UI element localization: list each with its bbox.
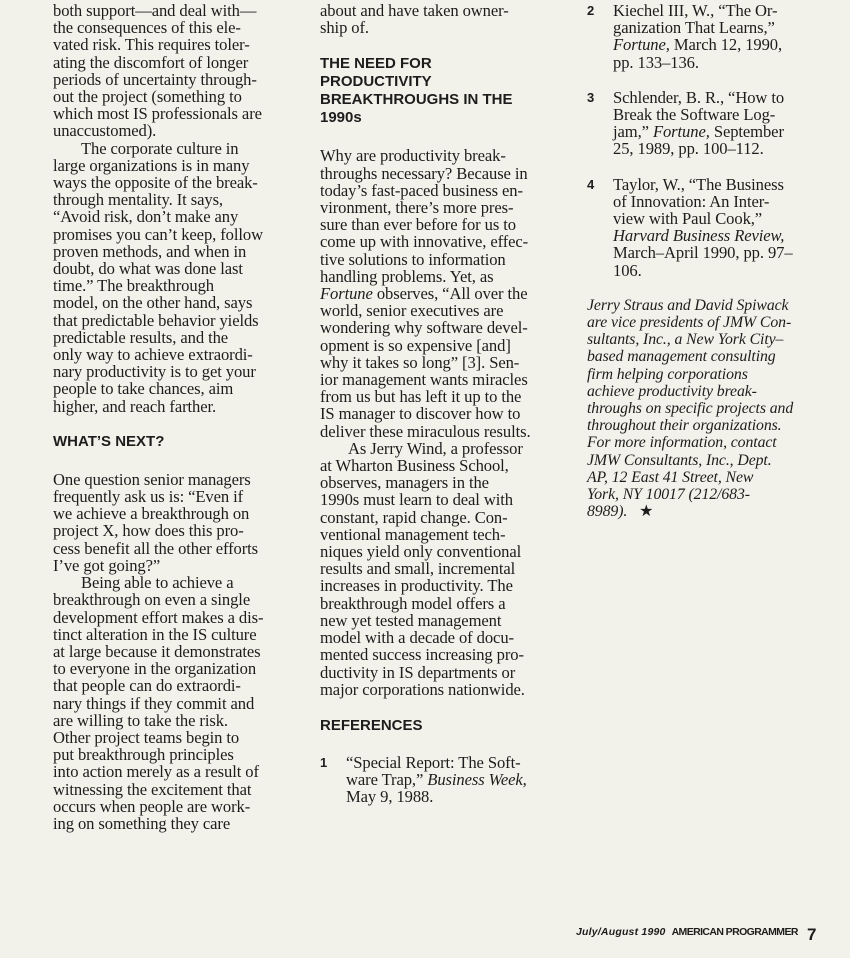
italic-run: Fortune, [613, 35, 670, 55]
reference-item [587, 2, 827, 71]
text-run: Schlender, B. R., “How to Break the Software Log- jam,” [613, 87, 785, 142]
end-star-icon: ★ [639, 503, 654, 521]
paragraph: One question senior managers frequently ask us is: “Even if we achieve a breakthrough on project X, how does this pro- cess benefit all the other efforts I’ve got going?” [53, 469, 259, 575]
text-run: September 25, 1989, pp. 100–112. [613, 122, 784, 159]
paragraph: both support—and deal with— the consequences of this ele- vated risk. This requires toler- ating the discomfort of longer periods of uncertainty through- out the project (something to which most IS professionals are unaccustomed). [53, 1, 262, 141]
references-heading: REFERENCES [320, 716, 423, 734]
paragraph: The corporate culture in large organizations is in many ways the opposite of the break- through mentality. It says, “Avoid risk, don’t make any promises you can’t keep, follow proven methods, and when in doubt, do what was done last time.” The breakthrough model, on the other hand, says that predictable behavior yields predictable results, and the only way to achieve extraordi- nary productivity is to get your people to take chances, aim higher, and reach farther. [53, 138, 263, 416]
reference-number: 4 [587, 176, 595, 192]
column-2 [320, 0, 562, 806]
italic-run: Fortune, [652, 122, 710, 142]
text-run: observes, “All over the world, senior executives are wondering why software devel- opment is so expensive [and] why it takes so long” [3]. Sen- ior management wants miracles from us but has left it up to the IS manager to discover how to deliver these miraculous results. [320, 284, 531, 441]
section-heading-productivity: THE NEED FOR PRODUCTIVITY BREAKTHROUGHS IN THE 1990s [320, 55, 513, 127]
reference-text [613, 2, 827, 71]
section-heading-whats-next: WHAT’S NEXT? [53, 432, 165, 450]
paragraph: about and have taken owner- ship of. [320, 1, 509, 38]
text-run: Kiechel III, W., “The Or- ganization That Learns,” [613, 1, 778, 38]
reference-text [346, 754, 562, 806]
issue-date: July/August 1990 [576, 926, 666, 938]
page-number: 7 [807, 925, 817, 944]
magazine-name: AMERICAN PROGRAMMER [671, 926, 798, 938]
reference-text [613, 176, 827, 279]
running-footer [576, 926, 798, 938]
reference-item [587, 176, 827, 279]
column-3 [587, 0, 827, 520]
reference-number: 2 [587, 3, 595, 18]
reference-item [587, 89, 827, 158]
reference-number: 1 [320, 754, 328, 770]
paragraph: Being able to achieve a breakthrough on even a single development effort makes a dis- tinct alteration in the IS culture at large because it demonstrates to everyone in the organization that people can do extraordi- nary things if they commit and are willing to take the risk. Other project teams begin to put breakthrough principles into action merely as a result of witnessing the excitement that occurs when people are work- ing on something they care [53, 573, 264, 833]
text-run: “Special Report: The Soft- ware Trap,” [346, 752, 521, 790]
column-1 [53, 0, 299, 832]
text-run: Why are productivity break- throughs necessary? Because in today’s fast-paced business en- vironment, there’s more pres- sure than ever before for us to come up with innovative, effec- tive solutions to information handling problems. Yet, as [320, 146, 529, 286]
text-run: March–April 1990, pp. 97– 106. [613, 243, 793, 280]
bio-text: Jerry Straus and David Spiwack are vice presidents of JMW Con- sultants, Inc., a New York City– based management consulting firm helping corporations achieve productivity break- throughs on specific projects and throughout their organizations. For more information, contact JMW Consultants, Inc., Dept. AP, 12 East 41 Street, New York, NY 10017 (212/683- 8989). [587, 296, 794, 521]
author-bio [587, 297, 827, 521]
text-run: March 12, 1990, pp. 133–136. [613, 35, 783, 72]
reference-number: 3 [587, 89, 595, 105]
italic-run: Business Week, [427, 770, 527, 790]
italic-run: Fortune [320, 284, 373, 304]
paragraph: As Jerry Wind, a professor at Wharton Business School, observes, managers in the 1990s must learn to deal with constant, rapid change. Con- ventional management tech- niques yield only conventional results and small, incremental increases in productivity. The breakthrough model offers a new yet tested management model with a decade of docu- mented success increasing pro- ductivity in IS departments or major corporations nationwide. [320, 438, 525, 699]
italic-run: Harvard Business Review, [613, 226, 785, 246]
text-run: Taylor, W., “The Business of Innovation: An Inter- view with Paul Cook,” [613, 174, 784, 229]
reference-text [613, 89, 827, 158]
reference-item [320, 754, 562, 806]
text-run: May 9, 1988. [346, 787, 434, 807]
paragraph [320, 147, 562, 439]
